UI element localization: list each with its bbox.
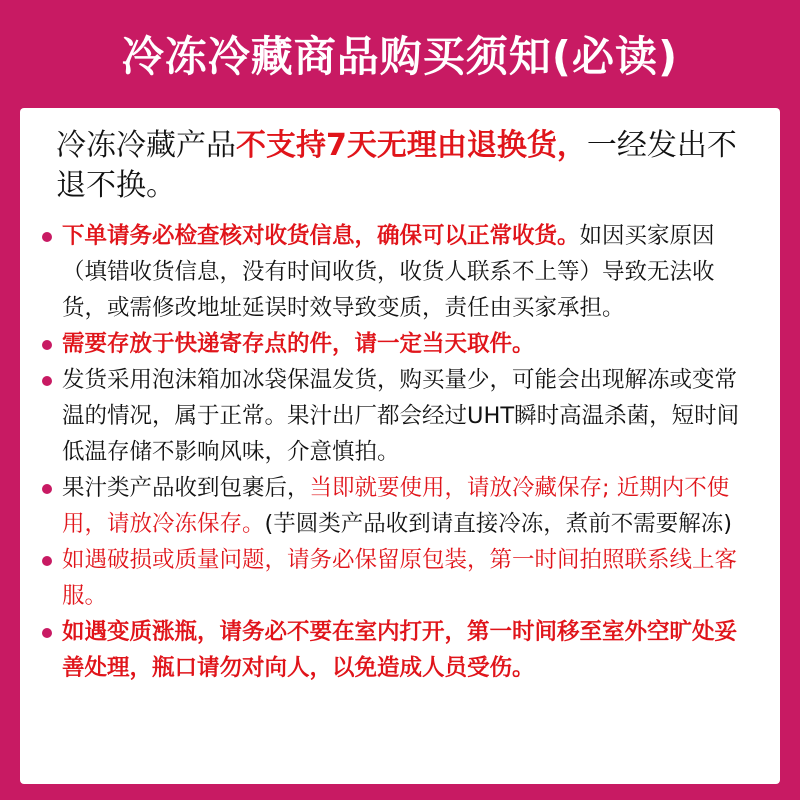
notice-item-2 (42, 326, 758, 362)
notice-item-4 (42, 470, 758, 542)
notice-panel (20, 108, 780, 784)
bullet-dot-icon (42, 484, 52, 494)
notice-item-1 (42, 218, 758, 326)
item-5-warning: 如遇破损或质量问题，请务必保留原包装，第一时间拍照联系线上客服。 (62, 547, 738, 609)
bullet-dot-icon (42, 376, 52, 386)
item-4-note: (芋圆类产品收到请直接冷冻，煮前不需要解冻) (264, 511, 733, 537)
bullet-dot-icon (42, 340, 52, 350)
intro-part2: 一经发出不退不换。 (56, 128, 737, 203)
intro-part1: 冷冻冷藏产品 (56, 128, 236, 163)
header-bar (0, 0, 800, 108)
intro-highlight: 不支持7天无理由退换货， (236, 128, 587, 163)
notice-item-6 (42, 614, 758, 686)
bullet-dot-icon (42, 628, 52, 638)
bullet-dot-icon (42, 232, 52, 242)
item-1-text: 如因买家原因（填错收货信息，没有时间收货，收货人联系不上等）导致无法收货，或需修改地址延误时效导致变质，责任由买家承担。 (62, 223, 715, 321)
item-4-text: 果汁类产品收到包裹后， (62, 475, 310, 501)
item-3-text: 发货采用泡沫箱加冰袋保温发货，购买量少，可能会出现解冻或变常温的情况，属于正常。果汁出厂都会经过UHT瞬时高温杀菌，短时间低温存储不影响风味，介意慎拍。 (62, 367, 740, 465)
bullet-dot-icon (42, 556, 52, 566)
intro-text (56, 126, 758, 206)
notice-item-3 (42, 362, 758, 470)
page-title: 冷冻冷藏商品购买须知(必读) (121, 32, 679, 81)
item-1-warning: 下单请务必检查核对收货信息，确保可以正常收货。 (62, 223, 580, 249)
item-2-warning: 需要存放于快递寄存点的件，请一定当天取件。 (62, 331, 535, 357)
notice-item-5 (42, 542, 758, 614)
item-6-warning: 如遇变质涨瓶，请务必不要在室内打开，第一时间移至室外空旷处妥善处理，瓶口请勿对向人，以免造成人员受伤。 (62, 619, 738, 681)
item-4-warning: 当即就要使用，请放冷藏保存; 近期内不使用，请放冷冻保存。 (62, 475, 730, 537)
